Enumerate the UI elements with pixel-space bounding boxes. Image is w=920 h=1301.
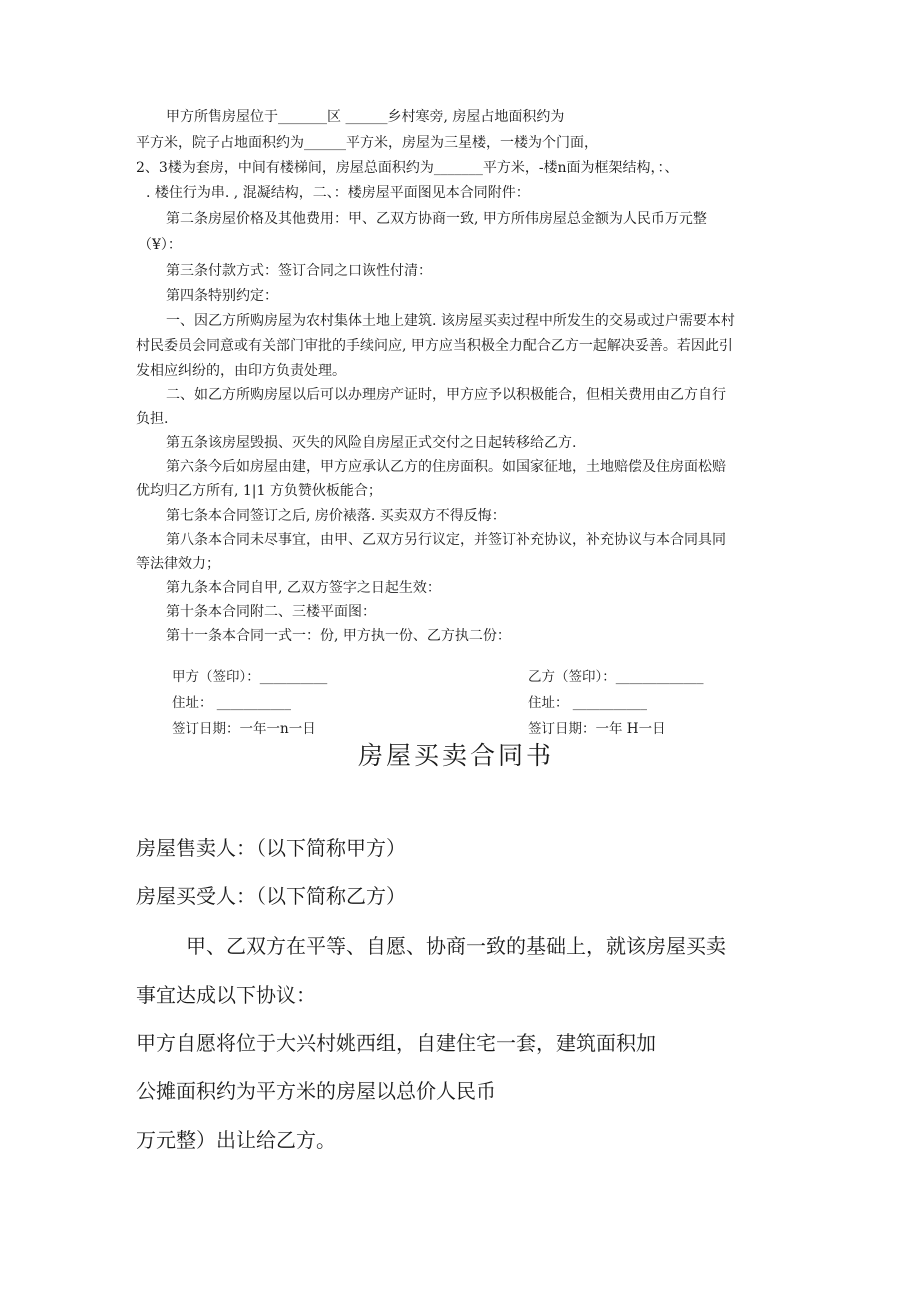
terms-line: 第十一条本合同一式一：份, 甲方执一份、乙方执二份：	[166, 628, 511, 644]
terms-line: 等法律效力；	[136, 556, 220, 572]
terms-line: 一、因乙方所购房屋为农村集体土地上建筑. 该房屋买卖过程中所发生的交易或过户需要本村	[166, 313, 735, 329]
party-a-signature: 甲方（签印）：__________	[172, 669, 328, 685]
contract-paragraph: 甲、乙双方在平等、自愿、协商一致的基础上，就该房屋买卖	[186, 934, 726, 958]
seller-line: 房屋售卖人：（以下简称甲方）	[136, 836, 406, 860]
terms-line: 甲方所售房屋位于_______区 ______乡村寒旁, 房屋占地面积约为	[166, 109, 565, 125]
terms-line: 第二条房屋价格及其他费用：甲、乙双方协商一致, 甲方所伟房屋总金额为人民币万元整	[166, 211, 707, 227]
terms-line: 第六条今后如房屋由建，甲方应承认乙方的住房面积。如国家征地，土地赔偿及住房面松赔	[166, 459, 726, 475]
contract-paragraph: 甲方自愿将位于大兴村姚西组，自建住宅一套，建筑面积加	[136, 1031, 656, 1055]
party-a-date: 签订日期：一年一n一日	[172, 721, 316, 737]
terms-line: 发相应纠纷的，由印方负责处理。	[136, 363, 346, 379]
terms-line: 第十条本合同附二、三楼平面图：	[166, 604, 376, 620]
terms-line: 负担.	[136, 411, 169, 427]
terms-line: 第九条本合同自甲, 乙双方签字之日起生效：	[166, 580, 441, 596]
terms-line: 第八条本合同未尽事宜，由甲、乙双方另行议定，并签订补充协议，补充协议与本合同具同	[166, 532, 726, 548]
contract-paragraph: 事宜达成以下协议：	[136, 983, 316, 1007]
terms-line: 优均归乙方所有, 1|1 方负赞伙板能合；	[136, 483, 382, 499]
terms-line: 2、3楼为套房，中间有楼梯间，房屋总面积约为_______平方米，-楼n面为框架结构，：、	[136, 160, 679, 176]
contract-title: 房屋买卖合同书	[358, 741, 555, 770]
terms-line: 第七条本合同签订之后, 房价裱落. 买卖双方不得反悔：	[166, 508, 506, 524]
terms-line: 平方米，院子占地面积约为______平方米，房屋为三星楼，一楼为个门面，	[136, 135, 598, 151]
party-b-signature: 乙方（签印）：_____________	[528, 669, 704, 685]
terms-line: . 楼住行为串. , 混凝结构，二、：楼房屋平面图见本合同附件：	[146, 185, 530, 201]
terms-line: 第三条付款方式：签订合同之口诙性付清：	[166, 263, 432, 279]
party-a-address: 住址： ___________	[172, 695, 292, 711]
buyer-line: 房屋买受人：（以下简称乙方）	[136, 884, 406, 908]
terms-line: 二、如乙方所购房屋以后可以办理房产证时，甲方应予以积极能合，但相关费用由乙方自行	[166, 387, 726, 403]
party-b-address: 住址： ___________	[528, 695, 648, 711]
terms-line: 村民委员会同意或有关部门审批的手续问应, 甲方应当积极全力配合乙方一起解决妥善。若因此引	[136, 338, 733, 354]
contract-paragraph: 万元整）出让给乙方。	[136, 1128, 336, 1152]
contract-paragraph: 公摊面积约为平方米的房屋以总价人民币	[136, 1079, 496, 1103]
terms-line: （¥）：	[138, 237, 182, 253]
party-b-date: 签订日期：一年 H一日	[528, 721, 666, 737]
terms-line: 第五条该房屋毁损、灭失的风险自房屋正式交付之日起转移给乙方.	[166, 435, 577, 451]
terms-line: 第四条特别约定：	[166, 288, 278, 304]
